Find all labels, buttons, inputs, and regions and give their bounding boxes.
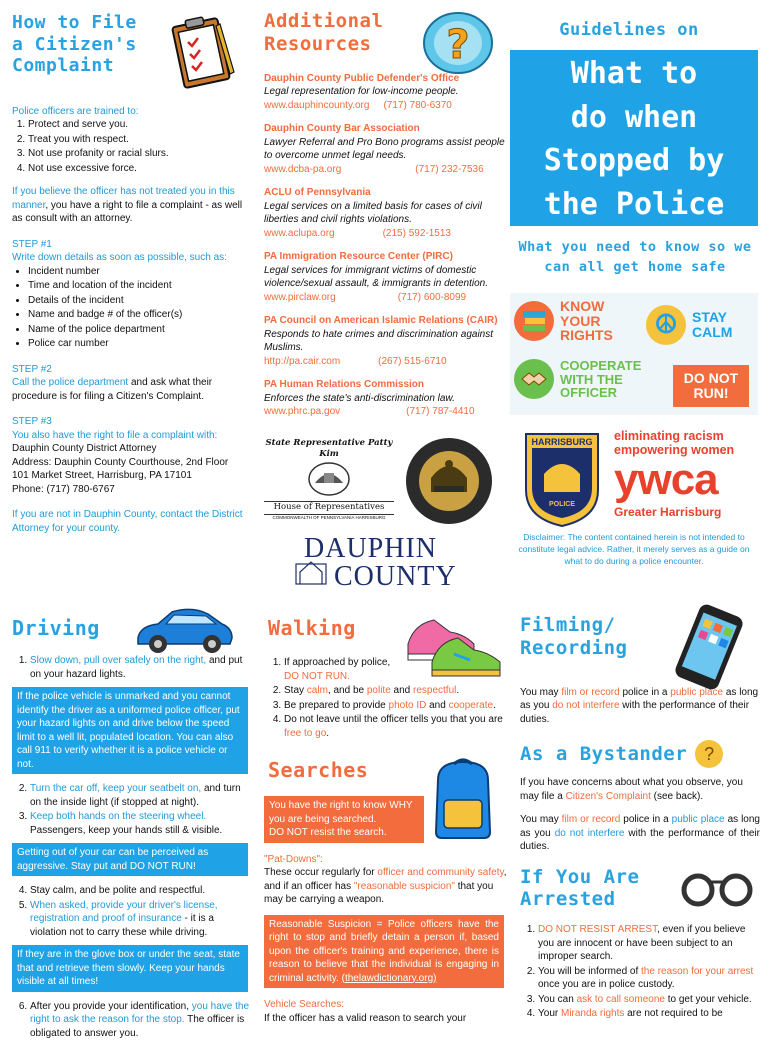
list-item: • Name of the police department [28,323,252,337]
list-item: 2. Turn the car off, keep your seatbelt on, and turn on the inside light (if stopped at night). [30,782,252,809]
stay-calm-tile: ☮ STAY CALM [646,305,756,345]
reasonable-suspicion-note: Reasonable Suspicion = Police officers have the right to stop and briefly detain a person if, based upon the officer's training and experience, there is reason to believe that the individual is engaging in criminal activity. (thelawdictionary.org) [264,915,504,989]
step3-text: You also have the right to file a complaint with: [12,429,252,443]
resource-item: Dauphin County Bar Association Lawyer Referral and Pro Bono programs assist people to overcome unmet legal needs. www.dcba-pa.org (717) 232-7536 [264,122,508,176]
complaint-column [12,10,252,570]
step2-text: Call the police department and ask what their procedure is for filing a Citizen's Complaint. [12,376,252,403]
driving-title: Driving [12,616,252,640]
da-contact: Dauphin County District Attorney Address: Dauphin County Courthouse, 2nd Floor 101 Market Street, Harrisburg, PA 17101 Phone: (717) 780-6767 [12,442,252,496]
vehicle-searches-text: If the officer has a valid reason to search your [264,1012,508,1026]
complaint-title: How to File a Citizen's Complaint [12,12,252,77]
list-item: 1. DO NOT RESIST ARREST, even if you believe you are innocent or have been subject to an improper search. [538,923,760,964]
list-item: 3. Keep both hands on the steering wheel. Passengers, keep your hands still & visible. [30,810,252,837]
list-item: 3. You can ask to call someone to get your vehicle. [538,993,760,1007]
driving-list-2 [12,782,252,837]
pat-downs-text: These occur regularly for officer and community safety, and if an officer has "reasonable suspicion" that you may be carrying a weapon. [264,866,508,907]
cover-column [510,10,760,580]
list-item: 4. Your Miranda rights are not required to be [538,1007,760,1021]
books-icon [514,301,554,341]
list-item: 4. Not use excessive force. [28,162,252,176]
vehicle-searches-label: Vehicle Searches: [264,998,508,1012]
list-item: 4. Do not leave until the officer tells you that you are free to go. [284,713,508,740]
do-not-run-tile: DO NOT RUN! [673,365,749,407]
not-dauphin-note: If you are not in Dauphin County, contact the District Attorney for your county. [12,508,252,535]
list-item: • Incident number [28,265,252,279]
resource-link[interactable]: http://pa.cair.com [264,355,340,369]
resource-link[interactable]: www.pirclaw.org [264,291,336,305]
school-district-seal [404,436,494,526]
handcuffs-icon [680,866,754,912]
rep-logo: State Representative Patty Kim House of Representatives COMMONWEALTH OF PENNSYLVANIA HARRISBURG [264,438,394,528]
sneakers-icon [404,604,504,680]
trained-list [12,118,252,175]
trained-intro: Police officers are trained to: [12,105,252,119]
list-item: 2. You will be informed of the reason for your arrest once you are in police custody. [538,965,760,992]
car-icon [132,604,236,656]
driving-list-3 [12,884,252,939]
peace-icon: ☮ [646,305,686,345]
bystander-text-1: If you have concerns about what you observe, you may file a Citizen's Complaint (see back). [520,776,760,803]
resource-item: Dauphin County Public Defender's Office Legal representation for low-income people. www.dauphincounty.org (717) 780-6370 [264,72,508,113]
bystander-heading: As a Bystander ? [520,740,760,768]
step1-list [12,265,252,351]
resource-item: ACLU of Pennsylvania Legal services on a limited basis for cases of civil liberties and civil rights violations. www.aclupa.org (215) 592-1513 [264,186,508,240]
step3-label: STEP #3 [12,415,252,429]
handshake-icon [514,359,554,399]
bystander-text-2: You may film or record police in a public place as long as you do not interfere with the performance of their duties. [520,813,760,854]
svg-text:POLICE: POLICE [549,501,575,508]
smartphone-icon [668,604,752,688]
list-item: • Details of the incident [28,294,252,308]
list-item: 5. When asked, provide your driver's license, registration and proof of insurance - it is a violation not to carry these while driving. [30,899,252,940]
step1-text: Write down details as soon as possible, such as: [12,251,252,265]
list-item: • Police car number [28,337,252,351]
searches-title: Searches [268,758,508,782]
resources-column [264,10,508,585]
list-item: 3. Be prepared to provide photo ID and cooperate. [284,699,508,713]
pat-downs-label: "Pat-Downs": [264,853,508,867]
glove-box-note: If they are in the glove box or under the seat, state that and retrieve them slowly. Keep your hands visible at all times! [12,945,248,992]
tips-graphic [510,293,758,415]
filming-text: You may film or record police in a public place as long as you do not interfere with the performance of their duties. [520,686,760,727]
list-item: • Name and badge # of the officer(s) [28,308,252,322]
resource-link[interactable]: www.dcba-pa.org [264,163,341,177]
resource-link[interactable]: www.aclupa.org [264,227,335,241]
svg-text:HARRISBURG: HARRISBURG [531,437,592,447]
pa-seal-icon [307,461,351,497]
list-item: 3. Not use profanity or racial slurs. [28,147,252,161]
search-rights-note: You have the right to know WHY you are being searched. DO NOT resist the search. [264,796,424,843]
resource-list [264,72,508,419]
filming-title: Filming/ Recording [520,614,760,660]
step2-label: STEP #2 [12,363,252,377]
main-title: What to do when Stopped by the Police [510,50,758,226]
harrisburg-police-badge [520,428,604,528]
driving-list-1 [12,654,252,681]
list-item: 2. Stay calm, and be polite and respectful. [284,684,508,698]
arrested-title: If You Are Arrested [520,866,760,912]
resource-link[interactable]: www.dauphincounty.org [264,99,369,113]
arrested-list [520,923,760,1021]
driving-list-4 [12,1000,252,1040]
walking-column [264,604,508,1024]
resources-title: Additional Resources [264,10,508,56]
know-your-rights-tile: KNOW YOUR RIGHTS [514,299,644,343]
ywca-logo: eliminating racism empowering women ywca Greater Harrisburg [614,430,760,520]
school-seal-label [414,516,484,517]
believe-paragraph: If you believe the officer has not treated you in this manner, you have a right to file a complaint - as well as consult with an attorney. [12,185,252,226]
stay-put-note: Getting out of your car can be perceived as aggressive. Stay put and DO NOT RUN! [12,843,248,876]
subtitle: What you need to know so we can all get home safe [512,238,758,277]
cooperate-tile: COOPERATE WITH THE OFFICER [514,359,664,400]
disclaimer: Disclaimer: The content contained herein is not intended to constitute legal advice. Rather, it merely serves as a guide on what to do during a police encounter. [518,532,750,568]
resource-item: PA Human Relations Commission Enforces the state's anti-discrimination law. www.phrc.pa.gov (717) 787-4410 [264,378,508,419]
filming-column [520,604,760,1024]
guidelines-heading: Guidelines on [498,20,760,40]
list-item: 6. After you provide your identification, you have the right to ask the reason for the stop. The officer is obligated to answer you. [30,1000,252,1040]
driving-column [12,604,252,1024]
walking-title: Walking [268,616,508,640]
dauphin-county-logo: DAUPHIN COUNTY [294,530,494,590]
list-item: 1. If approached by police, DO NOT RUN. [284,656,508,683]
list-item: 4. Stay calm, and be polite and respectful. [30,884,252,898]
backpack-icon [428,756,498,840]
resource-item: PA Council on American Islamic Relations (CAIR) Responds to hate crimes and discrimination against Muslims. http://pa.cair.com (267) 515-6710 [264,314,508,368]
question-mark-icon [422,10,494,76]
unmarked-vehicle-note: If the police vehicle is unmarked and you cannot identify the driver as a uniformed police officer, put your hazard lights on and drive below the speed limit to a well lit, populated location. You can also call 911 to verify whether it is a police vehicle or not. [12,687,248,774]
list-item: 2. Treat you with respect. [28,133,252,147]
resource-link[interactable]: www.phrc.pa.gov [264,405,340,419]
svg-text:?: ? [446,22,469,68]
dictionary-link[interactable]: (thelawdictionary.org) [342,973,437,984]
list-item: 1. Protect and serve you. [28,118,252,132]
thinking-face-icon: ? [695,740,723,768]
list-item: • Time and location of the incident [28,279,252,293]
step1-label: STEP #1 [12,238,252,252]
list-item: 1. Slow down, pull over safely on the right, and put on your hazard lights. [30,654,252,681]
resource-item: PA Immigration Resource Center (PIRC) Legal services for immigrant victims of domestic violence/sexual assault, & immigrants in detention. www.pirclaw.org (717) 600-8099 [264,250,508,304]
clipboard-icon [164,12,244,92]
